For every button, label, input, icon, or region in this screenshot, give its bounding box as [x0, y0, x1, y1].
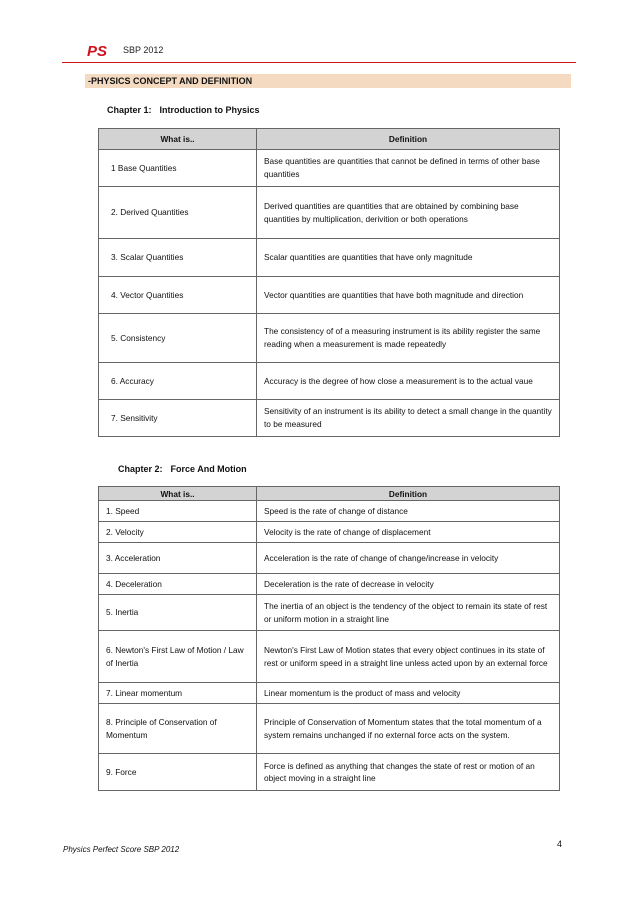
definition-cell: The inertia of an object is the tendency of the object to remain its state of rest or uniform motion in a straight line — [257, 595, 560, 631]
svg-text:PS: PS — [87, 43, 108, 59]
term-cell: 6. Newton's First Law of Motion / Law of Inertia — [99, 631, 257, 683]
table-row — [99, 400, 560, 437]
definition-cell: Acceleration is the rate of change of change/increase in velocity — [257, 543, 560, 574]
column-header-term: What is.. — [99, 129, 257, 150]
table-row — [99, 501, 560, 522]
definition-cell: Force is defined as anything that changes the state of rest or motion of an object moving in a straight line — [257, 754, 560, 791]
term-cell: 2. Derived Quantities — [99, 187, 257, 239]
definition-cell: Deceleration is the rate of decrease in velocity — [257, 574, 560, 595]
page-number: 4 — [557, 839, 563, 849]
definition-cell: Velocity is the rate of change of displacement — [257, 522, 560, 543]
definition-cell: Speed is the rate of change of distance — [257, 501, 560, 522]
chapter-1-heading — [107, 105, 260, 115]
table-row — [99, 314, 560, 363]
term-cell: 7. Sensitivity — [99, 400, 257, 437]
chapter-1-label: Chapter 1: — [107, 105, 152, 115]
chapter-2-title: Force And Motion — [170, 464, 247, 474]
footer-text: Physics Perfect Score SBP 2012 — [63, 845, 180, 854]
table-row — [99, 543, 560, 574]
term-cell: 2. Velocity — [99, 522, 257, 543]
table-row — [99, 704, 560, 754]
definition-cell: The consistency of of a measuring instrument is its ability register the same reading when a measurement is made repeatedly — [257, 314, 560, 363]
term-cell: 5. Inertia — [99, 595, 257, 631]
term-cell: 3. Acceleration — [99, 543, 257, 574]
table-row — [99, 631, 560, 683]
table-row — [99, 277, 560, 314]
table-row — [99, 595, 560, 631]
definition-cell: Vector quantities are quantities that have both magnitude and direction — [257, 277, 560, 314]
term-cell: 6. Accuracy — [99, 363, 257, 400]
chapter-2-label: Chapter 2: — [118, 464, 163, 474]
header-rule — [62, 62, 576, 63]
chapter-2-table — [98, 486, 560, 791]
term-cell: 3. Scalar Quantities — [99, 239, 257, 277]
term-cell: 1 Base Quantities — [99, 150, 257, 187]
definition-cell: Sensitivity of an instrument is its ability to detect a small change in the quantity to be measured — [257, 400, 560, 437]
definition-cell: Newton's First Law of Motion states that every object continues in its state of rest or uniform speed in a straight line unless acted upon by an external force — [257, 631, 560, 683]
table-row — [99, 363, 560, 400]
term-cell: 7. Linear momentum — [99, 683, 257, 704]
term-cell: 4. Vector Quantities — [99, 277, 257, 314]
column-header-definition: Definition — [257, 487, 560, 501]
definition-cell: Scalar quantities are quantities that have only magnitude — [257, 239, 560, 277]
table-row — [99, 187, 560, 239]
term-cell: 8. Principle of Conservation of Momentum — [99, 704, 257, 754]
definition-cell: Principle of Conservation of Momentum states that the total momentum of a system remains unchanged if no external force acts on the system. — [257, 704, 560, 754]
table-row — [99, 150, 560, 187]
table-row — [99, 574, 560, 595]
chapter-1-table — [98, 128, 560, 437]
table-header-row — [99, 129, 560, 150]
term-cell: 9. Force — [99, 754, 257, 791]
column-header-definition: Definition — [257, 129, 560, 150]
definition-cell: Linear momentum is the product of mass and velocity — [257, 683, 560, 704]
chapter-2-heading — [118, 464, 247, 474]
table-header-row — [99, 487, 560, 501]
term-cell: 4. Deceleration — [99, 574, 257, 595]
table-row — [99, 522, 560, 543]
term-cell: 5. Consistency — [99, 314, 257, 363]
definition-cell: Base quantities are quantities that cannot be defined in terms of other base quantities — [257, 150, 560, 187]
ps-logo — [87, 43, 119, 59]
table-row — [99, 239, 560, 277]
term-cell: 1. Speed — [99, 501, 257, 522]
chapter-1-title: Introduction to Physics — [159, 105, 260, 115]
column-header-term: What is.. — [99, 487, 257, 501]
definition-cell: Derived quantities are quantities that are obtained by combining base quantities by multiplication, derivition or both operations — [257, 187, 560, 239]
definition-cell: Accuracy is the degree of how close a measurement is to the actual vaue — [257, 363, 560, 400]
section-title: -PHYSICS CONCEPT AND DEFINITION — [85, 74, 571, 88]
running-title: SBP 2012 — [123, 45, 164, 55]
table-row — [99, 754, 560, 791]
table-row — [99, 683, 560, 704]
